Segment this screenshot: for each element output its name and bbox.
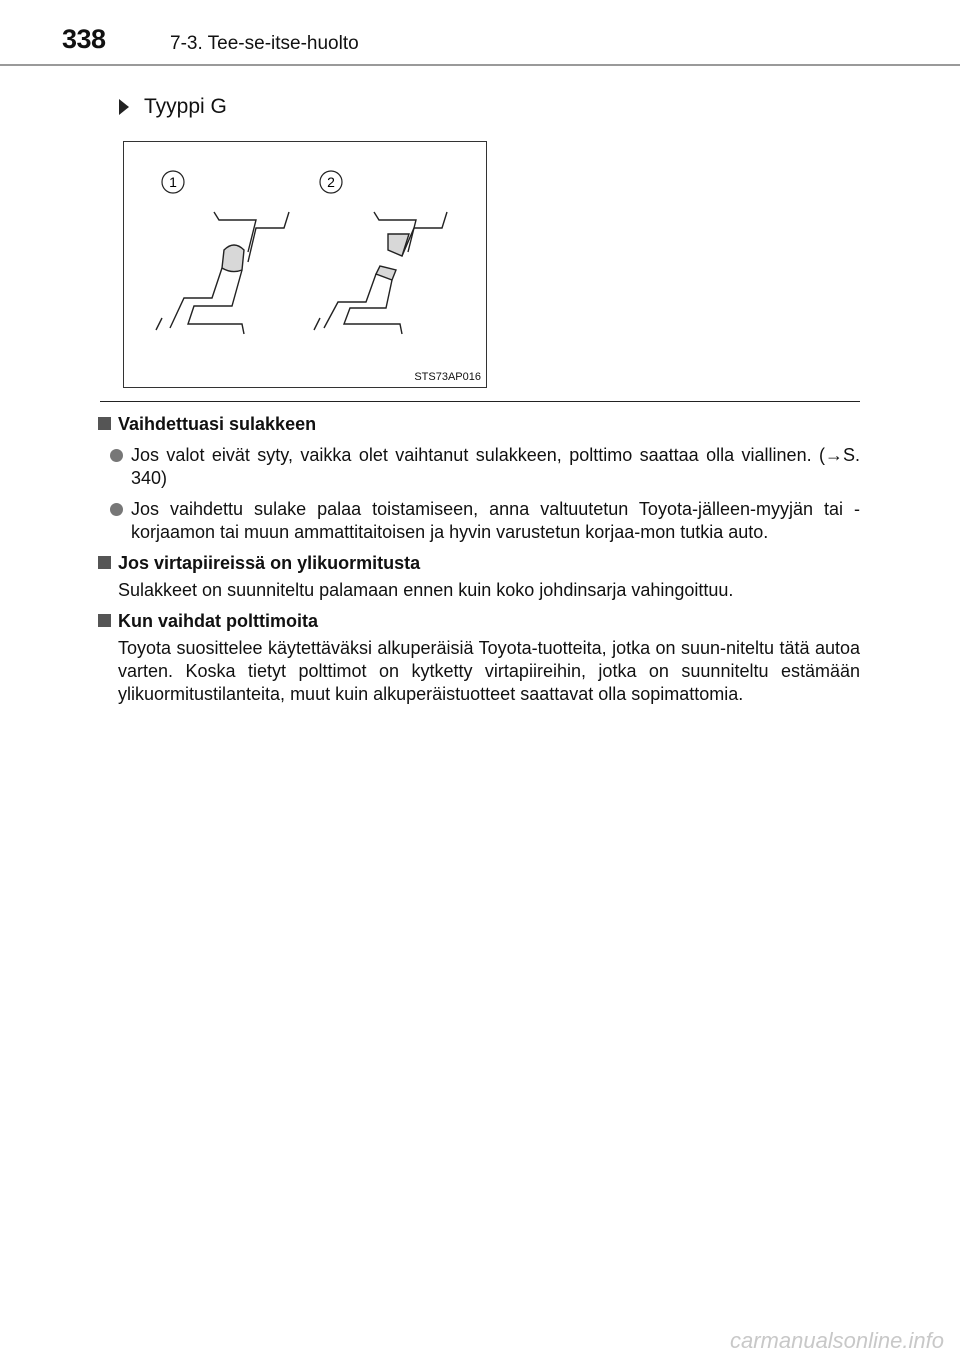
- list-item-text: Jos valot eivät syty, vaikka olet vaihtanut sulakkeen, polttimo saattaa olla viallinen. (→S. 340): [131, 445, 860, 488]
- list-item-text: Jos vaihdettu sulake palaa toistamiseen, anna valtuutetun Toyota-jälleen-myyjän tai -korjaamon tai muun ammattitaitoisen ja hyvin varustetun korjaa-mon tutkia auto.: [131, 499, 860, 542]
- good-fuse-drawing: [156, 212, 289, 334]
- section-divider: [100, 401, 860, 402]
- list-item: [98, 444, 860, 490]
- figure-code: STS73AP016: [414, 371, 481, 383]
- footer-watermark: carmanualsonline.info: [729, 1328, 944, 1353]
- section-heading: [98, 552, 860, 575]
- type-heading-label: Tyyppi G: [144, 95, 227, 118]
- square-bullet-icon: [98, 614, 111, 627]
- callout-2-label: 2: [327, 174, 335, 190]
- section-heading: [98, 413, 860, 436]
- square-bullet-icon: [98, 556, 111, 569]
- circle-bullet-icon: [110, 503, 123, 516]
- section-heading-text: Vaihdettuasi sulakkeen: [118, 414, 317, 434]
- section-heading: [98, 610, 860, 633]
- circle-bullet-icon: [110, 449, 123, 462]
- page-number: 338: [62, 24, 106, 54]
- fuse-illustration: [124, 142, 486, 387]
- header-divider: [0, 64, 960, 66]
- fuse-figure: [123, 141, 487, 388]
- section-heading-text: Jos virtapiireissä on ylikuormitusta: [118, 553, 421, 573]
- type-heading: [119, 95, 227, 119]
- triangle-bullet-icon: [119, 99, 129, 115]
- section-heading-text: Kun vaihdat polttimoita: [118, 611, 318, 631]
- square-bullet-icon: [98, 417, 111, 430]
- notes-content: [98, 413, 860, 706]
- blown-fuse-drawing: [314, 212, 447, 334]
- page-header: [0, 0, 960, 66]
- callout-1-label: 1: [169, 174, 177, 190]
- section-paragraph: Toyota suosittelee käytettäväksi alkuperäisiä Toyota-tuotteita, jotka on suun-niteltu tätä autoa varten. Koska tietyt polttimot on kytketty virtapiireihin, jotka on suunniteltu estämään ylikuormitustilanteita, muut kuin alkuperäistuotteet saattavat olla sopimattomia.: [118, 638, 860, 704]
- section-paragraph: Sulakkeet on suunniteltu palamaan ennen kuin koko johdinsarja vahingoittuu.: [118, 580, 734, 600]
- chapter-title: 7-3. Tee-se-itse-huolto: [170, 33, 359, 54]
- list-item: [98, 498, 860, 544]
